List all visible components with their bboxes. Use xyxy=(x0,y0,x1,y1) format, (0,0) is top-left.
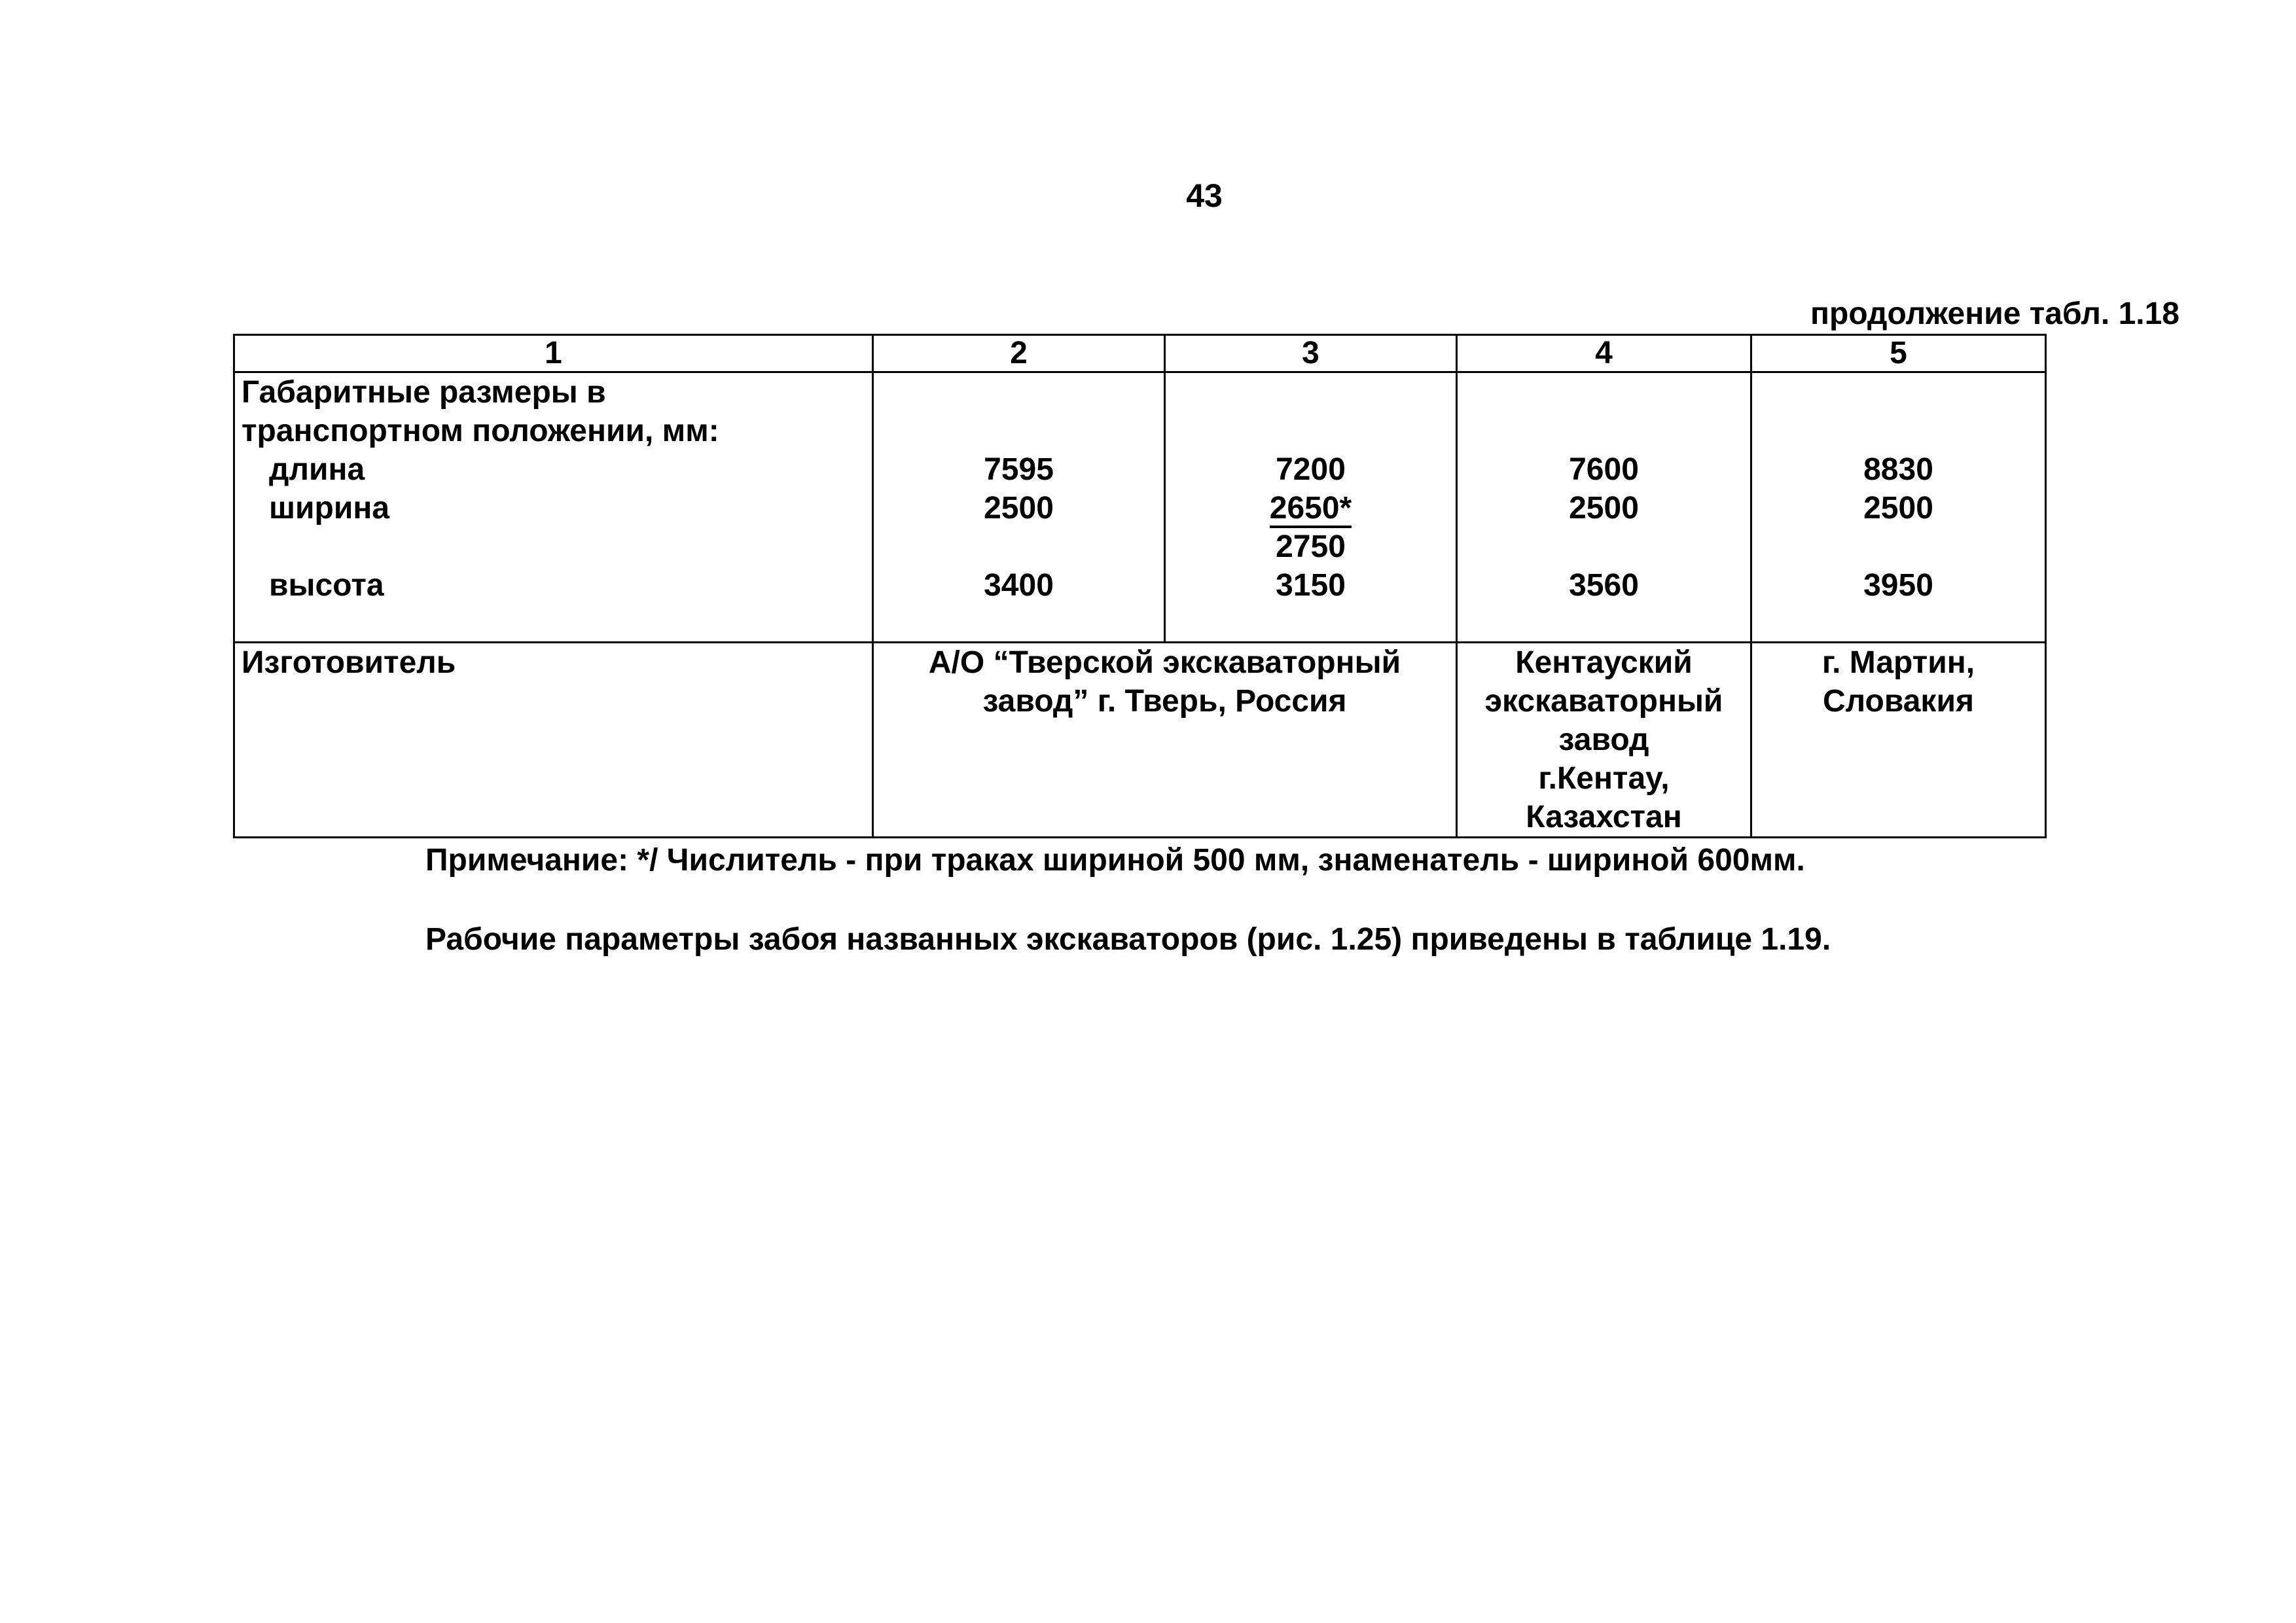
col3-length: 7200 xyxy=(1276,452,1346,487)
dimensions-title-line1: Габаритные размеры в xyxy=(242,375,606,410)
tver-line1: А/О “Тверской экскаваторный xyxy=(928,645,1401,680)
table-row-manufacturer xyxy=(234,643,2046,838)
col5-height: 3950 xyxy=(1863,568,1933,603)
width-label: ширина xyxy=(269,491,390,526)
col4-width: 2500 xyxy=(1569,491,1639,526)
header-cell-3: 3 xyxy=(1165,335,1457,372)
spacer xyxy=(242,527,865,566)
dimensions-col3 xyxy=(1165,372,1457,643)
spec-table xyxy=(233,334,2047,838)
body-text: Рабочие параметры забоя названных экскаваторов (рис. 1.25) приведены в таблице 1.19. xyxy=(425,922,1831,957)
dimensions-col4 xyxy=(1457,372,1751,643)
col5-length: 8830 xyxy=(1863,452,1933,487)
dimensions-col2 xyxy=(873,372,1165,643)
col2-length: 7595 xyxy=(984,452,1054,487)
dimensions-title-line2: транспортном положении, мм: xyxy=(242,414,719,448)
col2-height: 3400 xyxy=(984,568,1054,603)
col3-width-denominator: 2750 xyxy=(1276,529,1346,564)
table-caption: продолжение табл. 1.18 xyxy=(1810,296,2179,331)
manufacturer-col23 xyxy=(873,643,1457,838)
col5-width: 2500 xyxy=(1863,491,1933,526)
header-cell-2: 2 xyxy=(873,335,1165,372)
tver-line2: завод” г. Тверь, Россия xyxy=(982,684,1347,719)
col3-width-numerator: 2650* xyxy=(1270,491,1352,528)
kentau-line4: г.Кентау, xyxy=(1538,761,1670,796)
page-number: 43 xyxy=(1186,177,1223,214)
kentau-line5: Казахстан xyxy=(1526,800,1682,834)
height-label: высота xyxy=(269,568,384,603)
length-label: длина xyxy=(269,452,365,487)
col4-length: 7600 xyxy=(1569,452,1639,487)
table-row-dimensions xyxy=(234,372,2046,643)
manufacturer-label: Изготовитель xyxy=(242,645,456,680)
col2-width: 2500 xyxy=(984,491,1054,526)
kentau-line2: экскаваторный xyxy=(1484,684,1723,719)
dimensions-label-cell xyxy=(234,372,873,643)
header-cell-5: 5 xyxy=(1751,335,2046,372)
martin-line2: Словакия xyxy=(1823,684,1974,719)
table-header-row xyxy=(234,335,2046,372)
header-cell-4: 4 xyxy=(1457,335,1751,372)
manufacturer-col5 xyxy=(1751,643,2046,838)
martin-line1: г. Мартин, xyxy=(1821,645,1975,680)
manufacturer-col4 xyxy=(1457,643,1751,838)
kentau-line1: Кентауский xyxy=(1515,645,1693,680)
col3-height: 3150 xyxy=(1276,568,1346,603)
table-note: Примечание: */ Числитель - при траках шириной 500 мм, знаменатель - шириной 600мм. xyxy=(425,843,1805,878)
dimensions-col5 xyxy=(1751,372,2046,643)
col4-height: 3560 xyxy=(1569,568,1639,603)
manufacturer-label-cell xyxy=(234,643,873,838)
kentau-line3: завод xyxy=(1558,722,1649,757)
header-cell-1: 1 xyxy=(234,335,873,372)
